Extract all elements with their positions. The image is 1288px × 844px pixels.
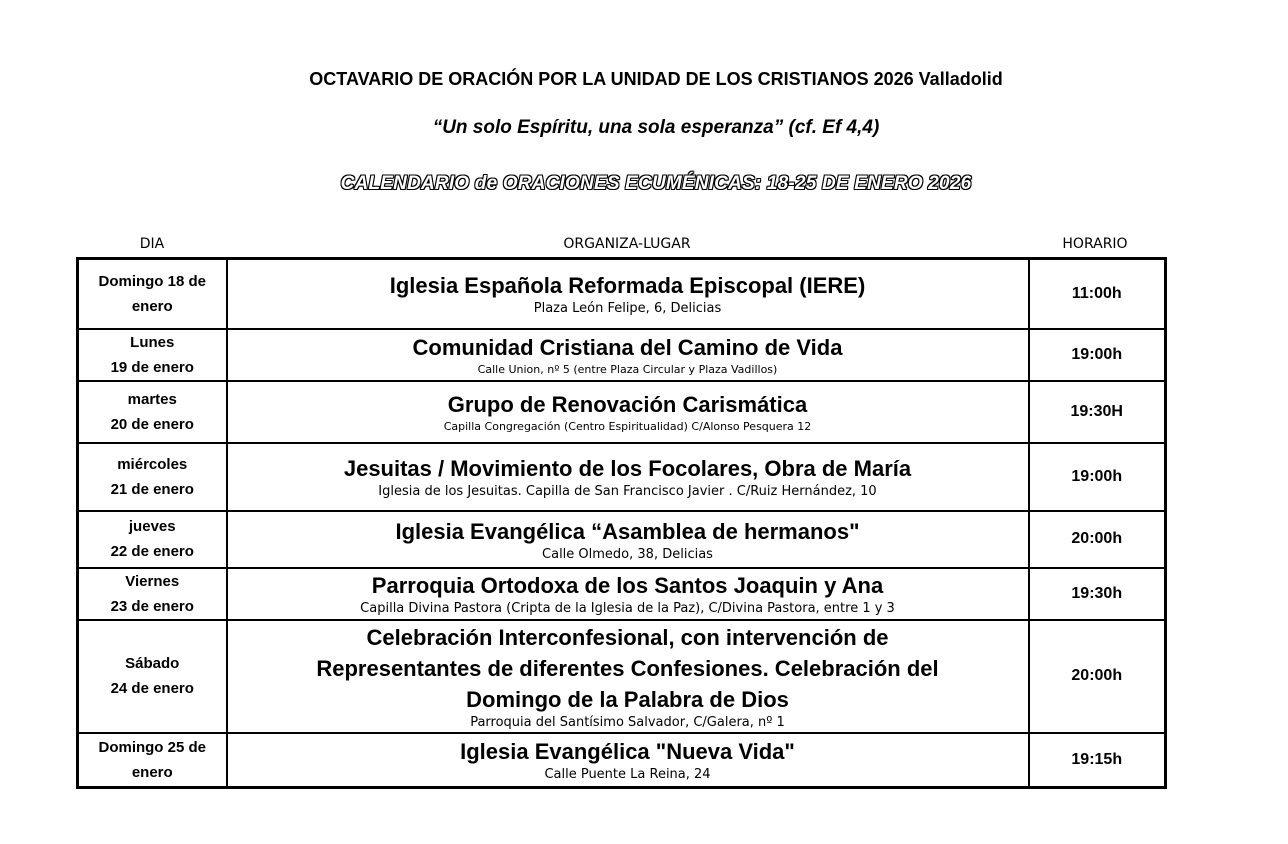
organizer-name-line: Representantes de diferentes Confesiones. Celebración del bbox=[316, 655, 939, 681]
organizer-name-line: Celebración Interconfesional, con intervención de bbox=[366, 624, 889, 650]
organizer-name: Grupo de Renovación Carismática bbox=[447, 392, 808, 417]
day-cell bbox=[78, 620, 227, 733]
day-cell bbox=[78, 511, 227, 568]
organizer-cell bbox=[227, 329, 1029, 381]
place-address: Calle Olmedo, 38, Delicias bbox=[542, 546, 713, 562]
day-line: Domingo 25 de bbox=[98, 738, 206, 756]
time-value: 19:30H bbox=[1070, 402, 1123, 420]
day-cell bbox=[78, 259, 227, 329]
organizer-name-line: Domingo de la Palabra de Dios bbox=[466, 686, 789, 712]
time-cell bbox=[1029, 733, 1166, 788]
table-row bbox=[78, 259, 1166, 329]
day-line: 19 de enero bbox=[110, 358, 194, 376]
place-address: Calle Union, nº 5 (entre Plaza Circular y Plaza Vadillos) bbox=[477, 363, 778, 376]
day-line: Viernes bbox=[125, 572, 180, 590]
table-row bbox=[78, 733, 1166, 788]
place-address: Capilla Divina Pastora (Cripta de la Iglesia de la Paz), C/Divina Pastora, entre 1 y 3 bbox=[360, 601, 895, 616]
organizer-cell bbox=[227, 568, 1029, 620]
time-cell bbox=[1029, 381, 1166, 443]
organizer-cell bbox=[227, 381, 1029, 443]
place-address: Parroquia del Santísimo Salvador, C/Galera, nº 1 bbox=[470, 714, 785, 730]
time-cell bbox=[1029, 443, 1166, 511]
day-line: enero bbox=[131, 763, 173, 781]
day-cell bbox=[78, 329, 227, 381]
day-line: Lunes bbox=[130, 333, 175, 351]
organizer-cell bbox=[227, 620, 1029, 733]
time-cell bbox=[1029, 620, 1166, 733]
table-row bbox=[78, 620, 1166, 733]
organizer-cell bbox=[227, 511, 1029, 568]
day-line: 20 de enero bbox=[110, 415, 194, 433]
day-line: Domingo 18 de bbox=[98, 272, 206, 290]
prayer-calendar-table bbox=[76, 257, 1167, 789]
time-value: 11:00h bbox=[1071, 284, 1122, 302]
document-title: OCTAVARIO DE ORACIÓN POR LA UNIDAD DE LOS CRISTIANOS 2026 Valladolid bbox=[309, 69, 1003, 89]
table-row bbox=[78, 511, 1166, 568]
day-cell bbox=[78, 568, 227, 620]
calendar-subtitle: CALENDARIO de ORACIONES ECUMÉNICAS: 18-25 DE ENERO 2026 bbox=[340, 173, 972, 194]
day-line: miércoles bbox=[117, 455, 188, 473]
table-row bbox=[78, 443, 1166, 511]
time-value: 19:00h bbox=[1071, 467, 1123, 485]
day-line: enero bbox=[131, 297, 173, 315]
day-line: 21 de enero bbox=[110, 480, 194, 498]
organizer-name: Parroquia Ortodoxa de los Santos Joaquin y Ana bbox=[371, 573, 884, 598]
day-line: martes bbox=[127, 390, 177, 408]
day-cell bbox=[78, 443, 227, 511]
day-line: 23 de enero bbox=[110, 597, 194, 615]
day-line: 24 de enero bbox=[110, 680, 194, 697]
organizer-name: Iglesia Evangélica "Nueva Vida" bbox=[460, 739, 795, 765]
column-header-organizer: ORGANIZA-LUGAR bbox=[563, 236, 691, 252]
time-cell bbox=[1029, 259, 1166, 329]
time-value: 19:00h bbox=[1071, 345, 1123, 363]
column-header-day: DIA bbox=[139, 236, 165, 252]
table-row bbox=[78, 329, 1166, 381]
time-cell bbox=[1029, 329, 1166, 381]
place-address: Calle Puente La Reina, 24 bbox=[544, 767, 711, 783]
organizer-cell bbox=[227, 259, 1029, 329]
time-value: 19:30h bbox=[1071, 584, 1123, 602]
time-cell bbox=[1029, 568, 1166, 620]
column-header-time: HORARIO bbox=[1062, 236, 1128, 252]
day-line: 22 de enero bbox=[110, 543, 194, 560]
time-cell bbox=[1029, 511, 1166, 568]
place-address: Iglesia de los Jesuitas. Capilla de San Francisco Javier . C/Ruiz Hernández, 10 bbox=[378, 484, 877, 499]
time-value: 19:15h bbox=[1071, 750, 1123, 768]
organizer-name: Jesuitas / Movimiento de los Focolares, Obra de María bbox=[343, 456, 912, 481]
organizer-cell bbox=[227, 443, 1029, 511]
motto: “Un solo Espíritu, una sola esperanza” (cf. Ef 4,4) bbox=[432, 117, 880, 138]
table-row bbox=[78, 381, 1166, 443]
day-cell bbox=[78, 733, 227, 788]
day-cell bbox=[78, 381, 227, 443]
table-row bbox=[78, 568, 1166, 620]
organizer-cell bbox=[227, 733, 1029, 788]
place-address: Plaza León Felipe, 6, Delicias bbox=[533, 301, 722, 317]
day-line: jueves bbox=[128, 518, 176, 535]
day-line: Sábado bbox=[125, 655, 180, 672]
time-value: 20:00h bbox=[1071, 530, 1123, 547]
place-address: Capilla Congregación (Centro Espiritualidad) C/Alonso Pesquera 12 bbox=[443, 420, 812, 433]
time-value: 20:00h bbox=[1071, 667, 1123, 684]
organizer-name: Comunidad Cristiana del Camino de Vida bbox=[412, 335, 843, 360]
organizer-name: Iglesia Española Reformada Episcopal (IERE) bbox=[389, 273, 866, 299]
organizer-name: Iglesia Evangélica “Asamblea de hermanos" bbox=[395, 518, 860, 544]
